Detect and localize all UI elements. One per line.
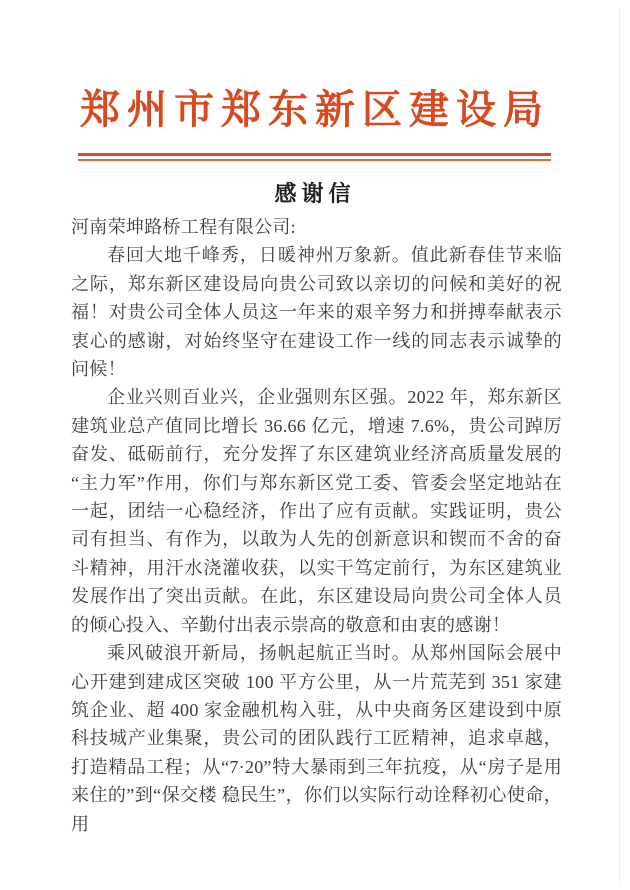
- salutation: 河南荣坤路桥工程有限公司:: [71, 217, 296, 237]
- letter-title: 感谢信: [274, 181, 356, 206]
- paragraph-outlook: 乘风破浪开新局，扬帆起航正当时。从郑州国际会展中心开建到建成区突破 100 平方公里，从一片荒芜到 351 家建筑企业、超 400 家金融机构入驻，从中央商务区建设到中原科技城产业集聚，贵公司的团队践行工匠精神，追求卓越，打造精品工程；从“7·20”特大暴雨到三年抗疫，从“房子是用来住的”到“保交楼 稳民生”，你们以实际行动诠释初心使命，用: [71, 643, 562, 834]
- paragraph-achievements: 企业兴则百业兴，企业强则东区强。2022 年，郑东新区建筑业总产值同比增长 36.66 亿元，增速 7.6%，贵公司踔厉奋发、砥砺前行，充分发挥了东区建筑业经济高质量发展的“主力军”作用，你们与郑东新区党工委、管委会坚定地站在一起，团结一心稳经济，作出了应有贡献。实践证明，贵公司有担当、有作为，以敢为人先的创新意识和锲而不舍的奋斗精神，用汗水浇灌收获，以实干笃定前行，为东区建筑业发展作出了突出贡献。在此，东区建设局向贵公司全体人员的倾心投入、辛勤付出表示崇高的敬意和由衷的感谢！: [71, 387, 562, 635]
- letter-body: [71, 213, 562, 838]
- divider-line-thin: [78, 159, 551, 161]
- divider-line-thick: [78, 153, 551, 156]
- letterhead-title: 郑州市郑东新区建设局: [80, 87, 550, 132]
- page-scan-edge: [619, 8, 620, 882]
- letterhead-divider: [78, 153, 551, 161]
- paragraph-greeting: 春回大地千峰秀，日暖神州万象新。值此新春佳节来临之际，郑东新区建设局向贵公司致以亲切的问候和美好的祝福！对贵公司全体人员这一年来的艰辛努力和拼搏奉献表示衷心的感谢，对始终坚守在建设工作一线的同志表示诚挚的问候！: [71, 245, 562, 380]
